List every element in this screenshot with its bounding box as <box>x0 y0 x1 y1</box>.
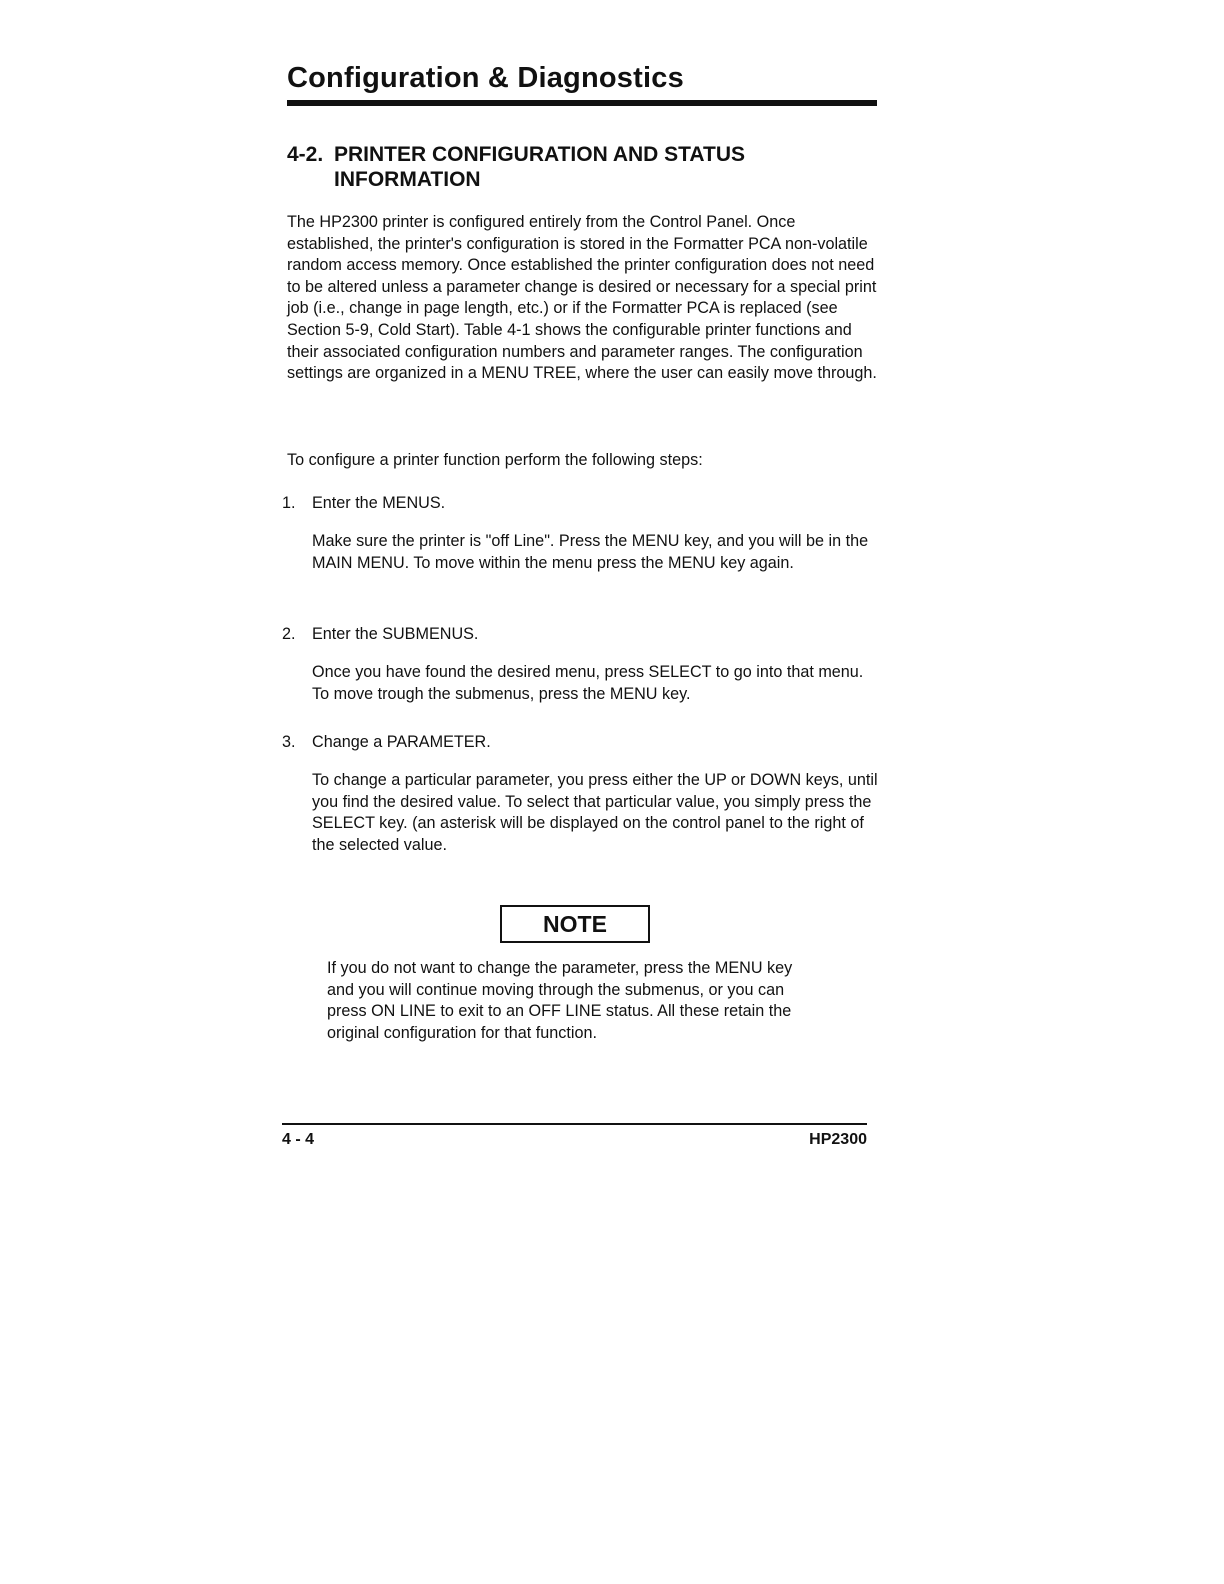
section-title-line2: INFORMATION <box>334 168 481 191</box>
section-heading <box>287 142 847 192</box>
step-1 <box>282 492 882 574</box>
section-title-line1: PRINTER CONFIGURATION AND STATUS <box>334 143 746 166</box>
step-description: Make sure the printer is "off Line". Press the MENU key, and you will be in the MAIN MENU. To move within the menu press the MENU key again. <box>312 532 869 572</box>
step-number: 3. <box>282 733 296 751</box>
step-heading <box>282 492 882 514</box>
section-number: 4-2. <box>287 143 324 166</box>
step-number: 1. <box>282 494 296 512</box>
footer-divider <box>282 1123 867 1125</box>
step-title: Enter the MENUS. <box>312 494 446 512</box>
step-number: 2. <box>282 625 296 643</box>
steps-intro: To configure a printer function perform the following steps: <box>287 451 703 469</box>
page-number: 4 - 4 <box>282 1131 315 1148</box>
step-title: Change a PARAMETER. <box>312 733 491 751</box>
step-description: Once you have found the desired menu, press SELECT to go into that menu. To move trough the submenus, press the MENU key. <box>312 663 864 703</box>
step-description: To change a particular parameter, you press either the UP or DOWN keys, until you find the desired value. To select that particular value, you simply press the SELECT key. (an asterisk will be displayed on the control panel to the right of the selected value. <box>312 771 878 854</box>
header-divider <box>287 100 877 106</box>
page-title: Configuration & Diagnostics <box>287 62 684 94</box>
step-3 <box>282 731 882 856</box>
step-heading <box>282 731 882 753</box>
step-heading <box>282 623 882 645</box>
footer-row <box>282 1131 867 1149</box>
page-header <box>287 58 877 106</box>
note-text: If you do not want to change the parameter, press the MENU key and you will continue moving through the submenus, or you can press ON LINE to exit to an OFF LINE status. All these retain the original configuration for that function. <box>327 959 793 1042</box>
step-2 <box>282 623 882 705</box>
page-footer <box>282 1123 867 1149</box>
step-title: Enter the SUBMENUS. <box>312 625 479 643</box>
product-name: HP2300 <box>809 1131 867 1148</box>
note-label-box: NOTE <box>500 905 650 943</box>
intro-paragraph: The HP2300 printer is configured entirely from the Control Panel. Once established, the printer's configuration is stored in the Formatter PCA non-volatile random access memory. Once established the printer configuration does not need to be altered unless a parameter change is desired or necessary for a special print job (i.e., change in page length, etc.) or if the Formatter PCA is replaced (see Section 5-9, Cold Start). Table 4-1 shows the configurable printer functions and their associated configuration numbers and parameter ranges. The configuration settings are organized in a MENU TREE, where the user can easily move through. <box>287 213 877 383</box>
